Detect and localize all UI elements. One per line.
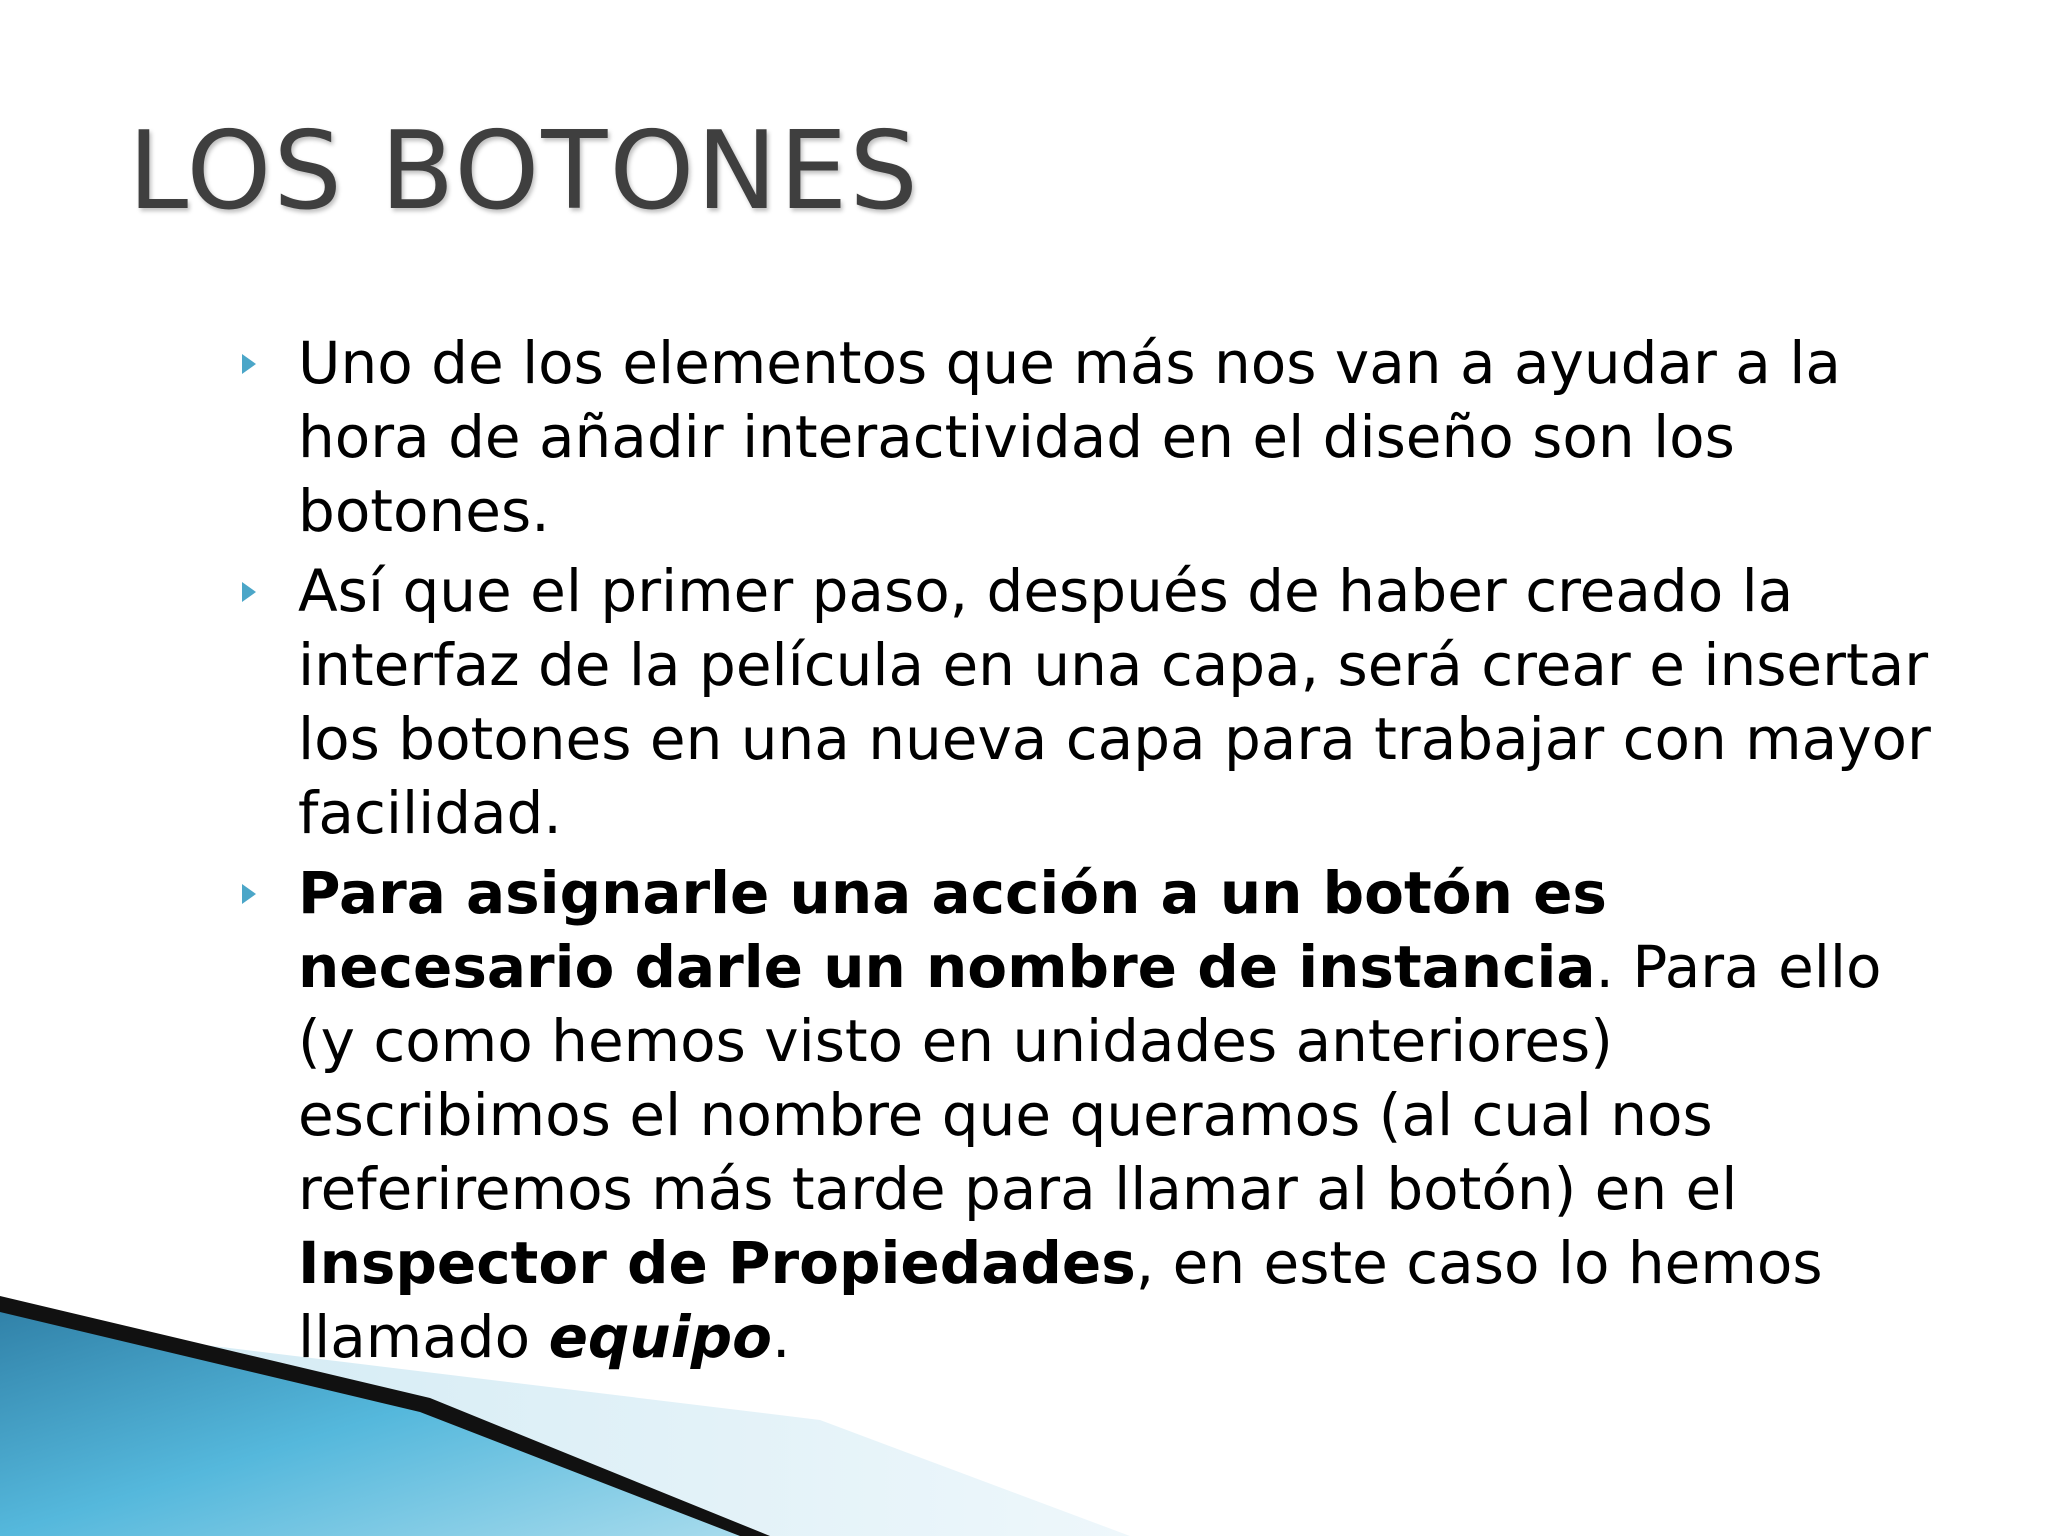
triangle-right-icon <box>242 884 256 904</box>
triangle-right-icon <box>242 582 256 602</box>
bullet-emphasis: equipo <box>548 1303 772 1371</box>
bullet-text: . <box>771 1303 791 1371</box>
triangle-right-icon <box>242 354 256 374</box>
bullet-text: Así que el primer paso, después de haber creado la interfaz de la película en una capa, será crear e insertar los botones en una nueva capa para trabajar con mayor facilidad. <box>298 557 1931 847</box>
bullet-text: . Para ello (y como hemos visto en unidades anteriores) escribimos el nombre que queramos (al cual nos referiremos más tarde para llamar al botón) en el <box>298 933 1882 1223</box>
bullet-list <box>236 326 1936 1380</box>
bullet-item <box>236 554 1936 850</box>
bullet-text: Uno de los elementos que más nos van a ayudar a la hora de añadir interactividad en el diseño son los botones. <box>298 329 1841 545</box>
bullet-item <box>236 856 1936 1374</box>
slide-title: LOS BOTONES <box>128 109 920 234</box>
bullet-bold-lead: Para asignarle una acción a un botón es necesario darle un nombre de instancia <box>298 859 1607 1001</box>
bullet-bold-term: Inspector de Propiedades <box>298 1229 1136 1297</box>
bullet-text: , en este caso lo hemos llamado <box>298 1229 1823 1371</box>
bullet-item <box>236 326 1936 548</box>
